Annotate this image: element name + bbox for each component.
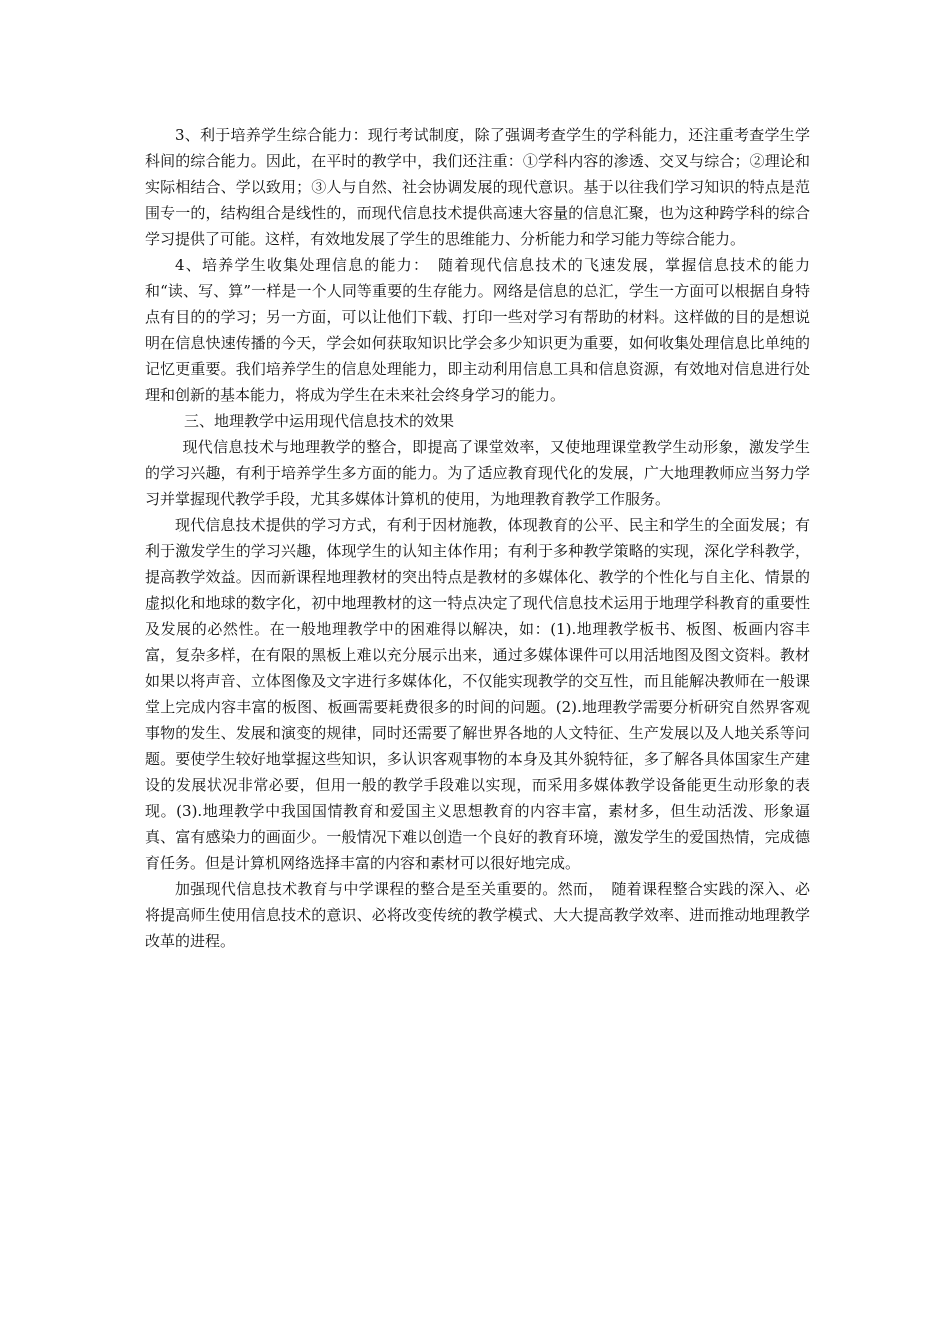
paragraph-conclusion: 加强现代信息技术教育与中学课程的整合是至关重要的。然而， 随着课程整合实践的深入、必将提高师生使用信息技术的意识、必将改变传统的教学模式、大大提高教学效率、进而推动地理教学改革的进程。 (145, 880, 810, 950)
paragraph-information-ability: 4、培养学生收集处理信息的能力： 随着现代信息技术的飞速发展，掌握信息技术的能力和“读、写、算”一样是一个人同等重要的生存能力。网络是信息的总汇，学生一方面可以根据自身特点有目的的学习；另一方面，可以让他们下载、打印一些对学习有帮助的材料。这样做的目的是想说明在信息快速传播的今天，学会如何获取知识比学会多少知识更为重要，如何收集处理信息比单纯的记忆更重要。我们培养学生的信息处理能力，即主动利用信息工具和信息资源，有效地对信息进行处理和创新的基本能力，将成为学生在未来社会终身学习的能力。 (145, 256, 810, 404)
paragraph-integration-effect: 现代信息技术与地理教学的整合，即提高了课堂效率，又使地理课堂教学生动形象，激发学生的学习兴趣，有利于培养学生多方面的能力。为了适应教育现代化的发展，广大地理教师应当努力学习并掌握现代教学手段，尤其多媒体计算机的使用，为地理教育教学工作服务。 (145, 438, 810, 508)
document-body (145, 122, 810, 954)
paragraph-learning-methods: 现代信息技术提供的学习方式，有利于因材施教，体现教育的公平、民主和学生的全面发展；有利于激发学生的学习兴趣，体现学生的认知主体作用；有利于多种教学策略的实现，深化学科教学，提高教学效益。因而新课程地理教材的突出特点是教材的多媒体化、教学的个性化与自主化、情景的虚拟化和地球的数字化，初中地理教材的这一特点决定了现代信息技术运用于地理学科教育的重要性及发展的必然性。在一般地理教学中的困难得以解决，如：(1).地理教学板书、板图、板画内容丰富，复杂多样，在有限的黑板上难以充分展示出来，通过多媒体课件可以用活地图及图文资料。教材如果以将声音、立体图像及文字进行多媒体化，不仅能实现教学的交互性，而且能解决教师在一般课堂上完成内容丰富的板图、板画需要耗费很多的时间的问题。(2).地理教学需要分析研究自然界客观事物的发生、发展和演变的规律，同时还需要了解世界各地的人文特征、生产发展以及人地关系等问题。要使学生较好地掌握这些知识，多认识客观事物的本身及其外貌特征，多了解各具体国家生产建设的发展状况非常必要，但用一般的教学手段难以实现，而采用多媒体教学设备能更生动形象的表现。(3).地理教学中我国国情教育和爱国主义思想教育的内容丰富，素材多，但生动活泼、形象逼真、富有感染力的画面少。一般情况下难以创造一个良好的教育环境，激发学生的爱国热情，完成德育任务。但是计算机网络选择丰富的内容和素材可以很好地完成。 (145, 516, 810, 872)
paragraph-comprehensive-ability: 3、利于培养学生综合能力：现行考试制度，除了强调考查学生的学科能力，还注重考查学生学科间的综合能力。因此，在平时的教学中，我们还注重：①学科内容的渗透、交叉与综合；②理论和实际相结合、学以致用；③人与自然、社会协调发展的现代意识。基于以往我们学习知识的特点是范围专一的，结构组合是线性的，而现代信息技术提供高速大容量的信息汇聚，也为这种跨学科的综合学习提供了可能。这样，有效地发展了学生的思维能力、分析能力和学习能力等综合能力。 (145, 126, 810, 248)
section-heading-effects: 三、地理教学中运用现代信息技术的效果 (184, 412, 455, 430)
